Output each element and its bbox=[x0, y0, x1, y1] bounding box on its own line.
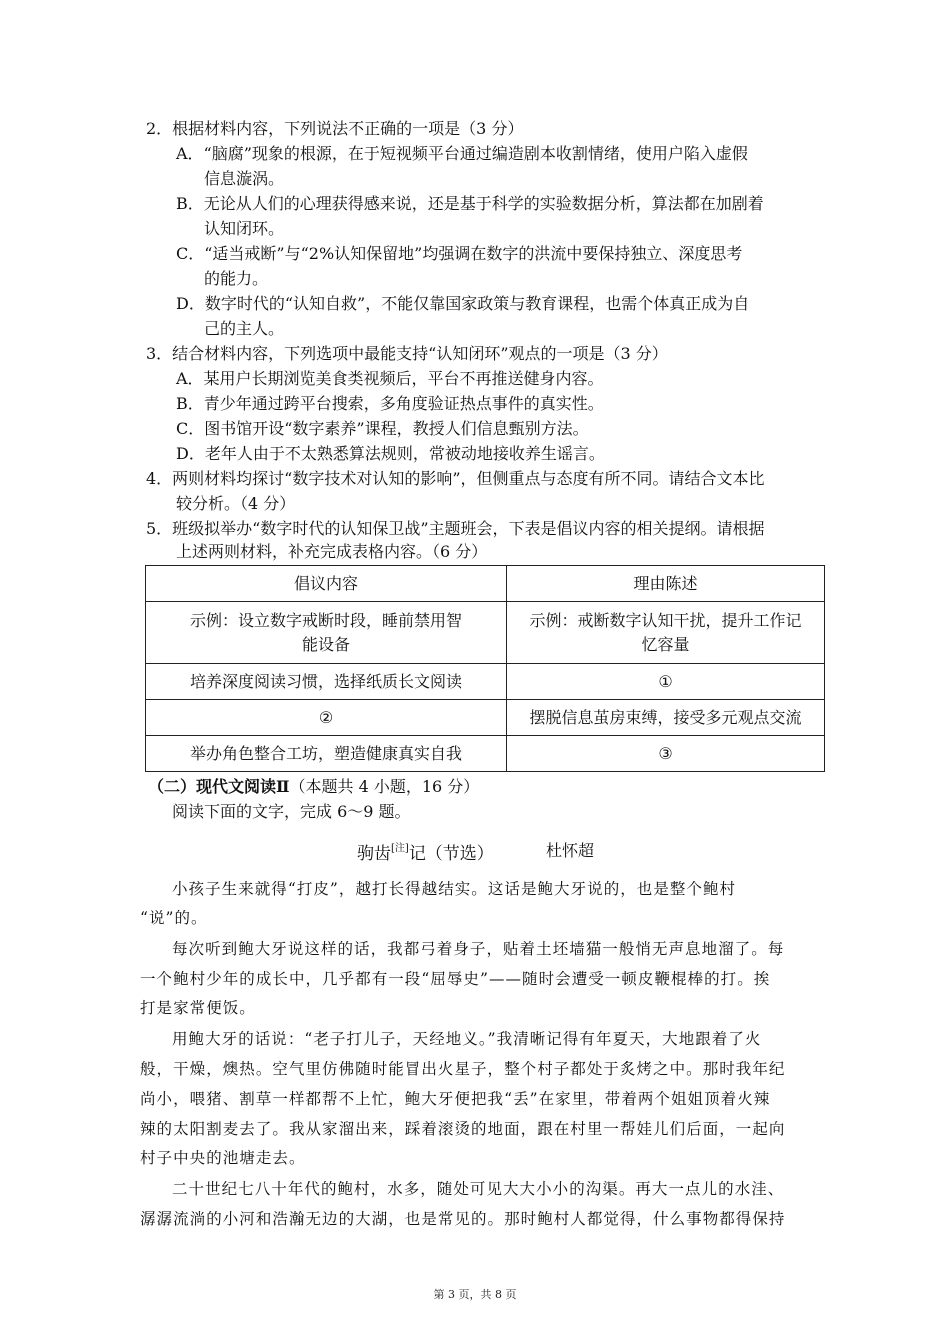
table-row bbox=[146, 736, 825, 772]
q3-option-a: A．某用户长期浏览美食类视频后，平台不再推送健身内容。 bbox=[176, 369, 604, 388]
passage-author: 杜怀超 bbox=[546, 841, 595, 860]
passage-line: 二十世纪七八十年代的鲍村，水多，随处可见大大小小的沟渠。再大一点儿的水洼、 bbox=[172, 1180, 785, 1198]
table-blank-2: ② bbox=[146, 700, 507, 736]
passage-line: 每次听到鲍大牙说这样的话，我都弓着身子，贴着土坯墙猫一般悄无声息地溜了。每 bbox=[172, 940, 785, 958]
passage-title: 驹齿[注]记（节选） bbox=[357, 843, 494, 864]
table-cell: 示例：设立数字戒断时段，睡前禁用智 能设备 bbox=[146, 602, 507, 664]
q2-option-c-cont: 的能力。 bbox=[204, 269, 269, 288]
q5-stem: 5．班级拟举办“数字时代的认知保卫战”主题班会，下表是倡议内容的相关提纲。请根据 bbox=[146, 519, 765, 538]
q2-option-c: C．“适当戒断”与“2%认知保留地”均强调在数字的洪流中要保持独立、深度思考 bbox=[176, 244, 743, 263]
table-header-row bbox=[146, 566, 825, 602]
table-header-reason: 理由陈述 bbox=[507, 566, 825, 602]
passage-line: 用鲍大牙的话说：“老子打儿子，天经地义。”我清晰记得有年夏天，大地跟着了火 bbox=[172, 1030, 762, 1048]
table-cell: 示例：戒断数字认知干扰，提升工作记 忆容量 bbox=[507, 602, 825, 664]
passage-line: 打是家常便饭。 bbox=[140, 999, 256, 1017]
table-header-proposal: 倡议内容 bbox=[146, 566, 507, 602]
q5-stem-cont: 上述两则材料，补充完成表格内容。（6 分） bbox=[176, 542, 488, 561]
section-instruction: 阅读下面的文字，完成 6～9 题。 bbox=[172, 802, 411, 821]
q3-option-d: D．老年人由于不太熟悉算法规则，常被动地接收养生谣言。 bbox=[176, 444, 605, 463]
q3-option-b: B．青少年通过跨平台搜索，多角度验证热点事件的真实性。 bbox=[176, 394, 604, 413]
section-note: （本题共 4 小题，16 分） bbox=[289, 777, 480, 796]
table-blank-3: ③ bbox=[507, 736, 825, 772]
q2-option-d-cont: 己的主人。 bbox=[204, 319, 285, 338]
passage-line: 尚小，喂猪、割草一样都帮不上忙，鲍大牙便把我“丢”在家里，带着两个姐姐顶着火辣 bbox=[140, 1090, 771, 1108]
table-cell: 培养深度阅读习惯，选择纸质长文阅读 bbox=[146, 664, 507, 700]
q2-option-b: B．无论从人们的心理获得感来说，还是基于科学的实验数据分析，算法都在加剧着 bbox=[176, 194, 764, 213]
passage-line: 般，干燥，燠热。空气里仿佛随时能冒出火星子，整个村子都处于炙烤之中。那时我年纪 bbox=[140, 1060, 786, 1078]
passage-line: 一个鲍村少年的成长中，几乎都有一段“屈辱史”——随时会遭受一顿皮鞭棍棒的打。挨 bbox=[140, 970, 771, 988]
q3-stem: 3．结合材料内容，下列选项中最能支持“认知闭环”观点的一项是（3 分） bbox=[146, 344, 668, 363]
passage-line: 辣的太阳割麦去了。我从家溜出来，踩着滚烫的地面，跟在村里一帮娃儿们后面，一起向 bbox=[140, 1120, 786, 1138]
q4-stem: 4．两则材料均探讨“数字技术对认知的影响”，但侧重点与态度有所不同。请结合文本比 bbox=[146, 469, 765, 488]
passage-line: “说”的。 bbox=[140, 909, 208, 927]
table-blank-1: ① bbox=[507, 664, 825, 700]
q2-stem: 2．根据材料内容，下列说法不正确的一项是（3 分） bbox=[146, 119, 524, 138]
passage-line: 潺潺流淌的小河和浩瀚无边的大湖，也是常见的。那时鲍村人都觉得，什么事物都得保持 bbox=[140, 1210, 786, 1228]
passage-line: 村子中央的池塘走去。 bbox=[140, 1149, 306, 1167]
table-row bbox=[146, 602, 825, 664]
q3-option-c: C．图书馆开设“数字素养”课程，教授人们信息甄别方法。 bbox=[176, 419, 589, 438]
footnote-mark: [注] bbox=[391, 843, 409, 854]
section-heading: （二）现代文阅读Ⅱ（本题共 4 小题，16 分） bbox=[148, 777, 480, 796]
q2-option-a-cont: 信息漩涡。 bbox=[204, 169, 285, 188]
table-row bbox=[146, 700, 825, 736]
table-cell: 举办角色整合工坊，塑造健康真实自我 bbox=[146, 736, 507, 772]
q2-option-a: A．“脑腐”现象的根源，在于短视频平台通过编造剧本收割情绪，使用户陷入虚假 bbox=[176, 144, 748, 163]
table-cell: 摆脱信息茧房束缚，接受多元观点交流 bbox=[507, 700, 825, 736]
q2-option-b-cont: 认知闭环。 bbox=[204, 219, 285, 238]
proposal-table bbox=[145, 565, 825, 772]
page-footer: 第 3 页，共 8 页 bbox=[433, 1288, 517, 1301]
q2-option-d: D．数字时代的“认知自救”，不能仅靠国家政策与教育课程，也需个体真正成为自 bbox=[176, 294, 750, 313]
passage-line: 小孩子生来就得“打皮”，越打长得越结实。这话是鲍大牙说的，也是整个鲍村 bbox=[172, 880, 737, 898]
table-row bbox=[146, 664, 825, 700]
q4-stem-cont: 较分析。（4 分） bbox=[176, 494, 296, 513]
